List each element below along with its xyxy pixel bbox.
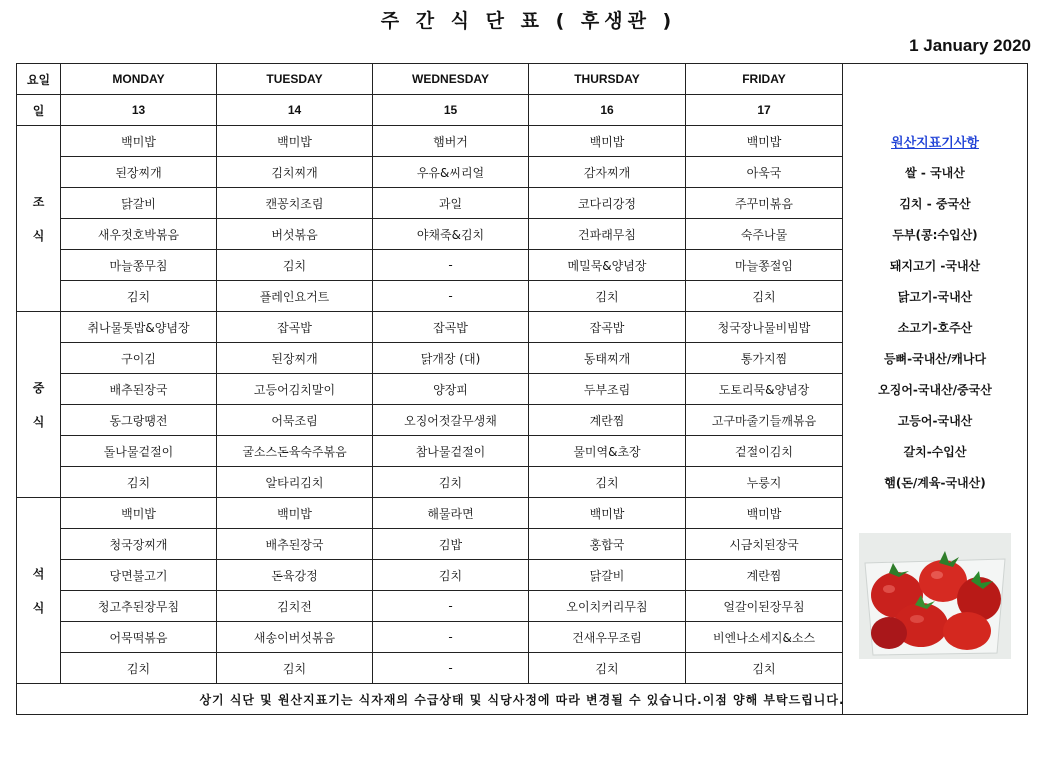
menu-item: 백미밥	[217, 126, 373, 157]
menu-item: 오이치커리무침	[529, 591, 686, 622]
origin-item: 햄(돈/계육-국내산)	[843, 467, 1028, 498]
menu-row	[17, 436, 1028, 467]
menu-item: 백미밥	[686, 498, 843, 529]
menu-item: 김치	[61, 653, 217, 684]
origin-title: 원산지표기사항	[891, 135, 979, 151]
menu-item: 김치	[686, 653, 843, 684]
meal-name-bottom: 식	[32, 228, 45, 243]
menu-item: 백미밥	[61, 126, 217, 157]
menu-item: 누룽지	[686, 467, 843, 498]
menu-item: 된장찌개	[61, 157, 217, 188]
menu-item: 김치	[686, 281, 843, 312]
menu-item: 참나물겉절이	[373, 436, 529, 467]
menu-item: 캔꽁치조림	[217, 188, 373, 219]
header-row-dates	[17, 95, 1028, 126]
menu-item: 플레인요거트	[217, 281, 373, 312]
day-label: 요일	[17, 64, 61, 95]
origin-item: 쌀 - 국내산	[843, 157, 1028, 188]
menu-item: 도토리묵&양념장	[686, 374, 843, 405]
menu-row	[17, 498, 1028, 529]
menu-item: 잡곡밥	[217, 312, 373, 343]
origin-item: 두부(콩:수입산)	[843, 219, 1028, 250]
menu-item: 비엔나소세지&소스	[686, 622, 843, 653]
menu-item: 백미밥	[61, 498, 217, 529]
menu-item: 마늘쫑절임	[686, 250, 843, 281]
meal-name-bottom: 식	[32, 414, 45, 429]
menu-item: -	[373, 622, 529, 653]
menu-row	[17, 157, 1028, 188]
menu-item: 마늘쫑무침	[61, 250, 217, 281]
menu-item: 배추된장국	[217, 529, 373, 560]
origin-item: 닭고기-국내산	[843, 281, 1028, 312]
menu-item: 건새우무조림	[529, 622, 686, 653]
strawberries-photo	[859, 533, 1011, 659]
day-header: MONDAY	[61, 64, 217, 95]
menu-item: 버섯볶음	[217, 219, 373, 250]
menu-item: 어묵조림	[217, 405, 373, 436]
menu-item: 닭개장 (대)	[373, 343, 529, 374]
menu-item: 새송이버섯볶음	[217, 622, 373, 653]
menu-row	[17, 529, 1028, 560]
origin-blank	[843, 95, 1028, 126]
day-header: FRIDAY	[686, 64, 843, 95]
menu-item: -	[373, 591, 529, 622]
menu-item: 양장피	[373, 374, 529, 405]
header-row-days	[17, 64, 1028, 95]
menu-item: 김밥	[373, 529, 529, 560]
menu-item: 배추된장국	[61, 374, 217, 405]
menu-item: 고구마줄기들깨볶음	[686, 405, 843, 436]
menu-item: -	[373, 281, 529, 312]
origin-item: 갈치-수입산	[843, 436, 1028, 467]
origin-blank	[843, 498, 1028, 529]
menu-item: 구이김	[61, 343, 217, 374]
menu-row	[17, 312, 1028, 343]
menu-item: 시금치된장국	[686, 529, 843, 560]
menu-item: -	[373, 653, 529, 684]
origin-header-blank	[843, 64, 1028, 95]
menu-item: 코다리강정	[529, 188, 686, 219]
menu-item: 김치	[373, 467, 529, 498]
menu-item: 통가지찜	[686, 343, 843, 374]
meal-label	[17, 498, 61, 684]
menu-row	[17, 188, 1028, 219]
menu-row	[17, 281, 1028, 312]
menu-date: 1 January 2020	[909, 36, 1031, 55]
origin-item: 등뼈-국내산/캐나다	[843, 343, 1028, 374]
origin-item: 고등어-국내산	[843, 405, 1028, 436]
meal-name-top: 조	[32, 194, 45, 209]
origin-item: 김치 - 중국산	[843, 188, 1028, 219]
menu-item: 동그랑땡전	[61, 405, 217, 436]
menu-item: -	[373, 250, 529, 281]
menu-item: 김치	[217, 250, 373, 281]
menu-item: 김치전	[217, 591, 373, 622]
menu-row	[17, 374, 1028, 405]
menu-item: 백미밥	[529, 498, 686, 529]
menu-item: 물미역&초장	[529, 436, 686, 467]
menu-item: 메밀묵&양념장	[529, 250, 686, 281]
origin-title-cell	[843, 126, 1028, 157]
menu-item: 우유&씨리얼	[373, 157, 529, 188]
menu-item: 김치	[217, 653, 373, 684]
menu-row	[17, 343, 1028, 374]
menu-item: 청고추된장무침	[61, 591, 217, 622]
date-header: 14	[217, 95, 373, 126]
menu-item: 닭갈비	[529, 560, 686, 591]
menu-item: 청국장찌개	[61, 529, 217, 560]
footer-note: 상기 식단 및 원산지표기는 식자재의 수급상태 및 식당사정에 따라 변경될 수 있습니다.이점 양해 부탁드립니다.	[17, 684, 1028, 715]
menu-item: 홍합국	[529, 529, 686, 560]
footer-row	[17, 684, 1028, 715]
date-header: 16	[529, 95, 686, 126]
menu-row	[17, 250, 1028, 281]
menu-item: 청국장나물비빔밥	[686, 312, 843, 343]
menu-item: 백미밥	[217, 498, 373, 529]
origin-item: 오징어-국내산/중국산	[843, 374, 1028, 405]
menu-item: 야채죽&김치	[373, 219, 529, 250]
menu-item: 잡곡밥	[373, 312, 529, 343]
menu-item: 김치	[529, 467, 686, 498]
menu-item: 겉절이김치	[686, 436, 843, 467]
day-header: TUESDAY	[217, 64, 373, 95]
menu-item: 김치	[529, 653, 686, 684]
menu-item: 돈육강정	[217, 560, 373, 591]
menu-item: 숙주나물	[686, 219, 843, 250]
menu-item: 얼갈이된장무침	[686, 591, 843, 622]
meal-label	[17, 126, 61, 312]
menu-row	[17, 405, 1028, 436]
weekly-menu-table	[16, 63, 1028, 715]
menu-item: 굴소스돈육숙주볶음	[217, 436, 373, 467]
day-header: THURSDAY	[529, 64, 686, 95]
menu-row	[17, 219, 1028, 250]
page-title: 주 간 식 단 표 ( 후생관 )	[380, 10, 677, 32]
date-label: 일	[17, 95, 61, 126]
menu-item: 과일	[373, 188, 529, 219]
menu-item: 감자찌개	[529, 157, 686, 188]
meal-name-top: 중	[32, 380, 45, 395]
menu-item: 김치찌개	[217, 157, 373, 188]
menu-item: 해물라면	[373, 498, 529, 529]
menu-item: 계란찜	[529, 405, 686, 436]
meal-name-bottom: 식	[32, 600, 45, 615]
menu-item: 알타리김치	[217, 467, 373, 498]
menu-item: 햄버거	[373, 126, 529, 157]
origin-item: 소고기-호주산	[843, 312, 1028, 343]
origin-item: 돼지고기 -국내산	[843, 250, 1028, 281]
menu-item: 오징어젓갈무생채	[373, 405, 529, 436]
menu-item: 건파래무침	[529, 219, 686, 250]
meal-name-top: 석	[32, 566, 45, 581]
meal-label	[17, 312, 61, 498]
menu-item: 돌나물겉절이	[61, 436, 217, 467]
menu-item: 당면불고기	[61, 560, 217, 591]
menu-row	[17, 467, 1028, 498]
menu-item: 동태찌개	[529, 343, 686, 374]
menu-item: 닭갈비	[61, 188, 217, 219]
menu-item: 김치	[529, 281, 686, 312]
menu-item: 아욱국	[686, 157, 843, 188]
menu-item: 백미밥	[529, 126, 686, 157]
menu-item: 주꾸미볶음	[686, 188, 843, 219]
date-header: 17	[686, 95, 843, 126]
day-header: WEDNESDAY	[373, 64, 529, 95]
menu-row	[17, 126, 1028, 157]
menu-item: 된장찌개	[217, 343, 373, 374]
menu-item: 고등어김치말이	[217, 374, 373, 405]
menu-item: 잡곡밥	[529, 312, 686, 343]
menu-item: 백미밥	[686, 126, 843, 157]
date-header: 15	[373, 95, 529, 126]
menu-item: 김치	[61, 281, 217, 312]
menu-item: 새우젓호박볶음	[61, 219, 217, 250]
menu-item: 어묵떡볶음	[61, 622, 217, 653]
date-header: 13	[61, 95, 217, 126]
menu-item: 김치	[373, 560, 529, 591]
menu-item: 취나물톳밥&양념장	[61, 312, 217, 343]
menu-item: 계란찜	[686, 560, 843, 591]
menu-item: 두부조림	[529, 374, 686, 405]
menu-item: 김치	[61, 467, 217, 498]
